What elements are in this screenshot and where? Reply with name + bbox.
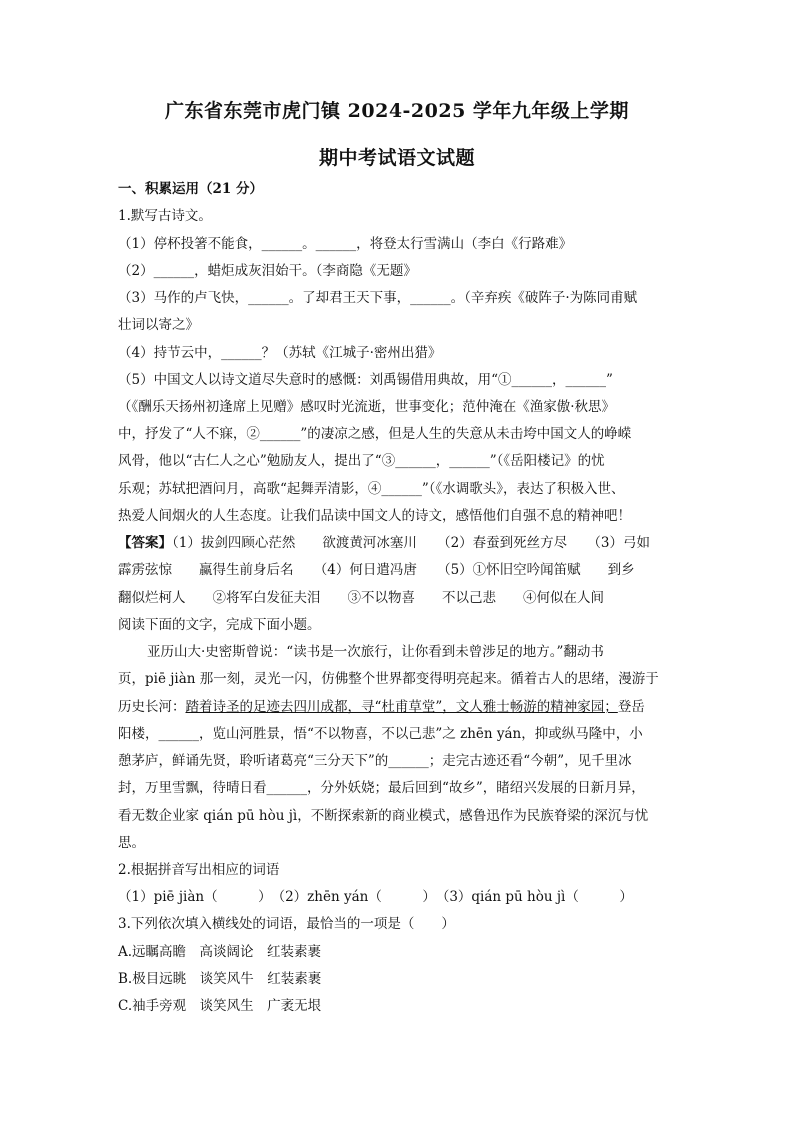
text-line: 思。 bbox=[118, 835, 145, 851]
text-line: 憩茅庐，鲜诵先贤，聆听诸葛亮“三分天下”的______；走完古迹还看“今朝”，见千里冰 bbox=[118, 753, 632, 769]
text-line: （1）停杯投箸不能食，______。______，将登太行雪满山（李白《行路难》 bbox=[118, 236, 573, 252]
answer-label: 【答案】 bbox=[118, 535, 172, 551]
text-line: 霹雳弦惊 赢得生前身后名 （4）何日遣冯唐 （5）①怀旧空吟闻笛赋 到乡 bbox=[118, 562, 635, 578]
text-line: C.袖手旁观 谈笑风生 广袤无垠 bbox=[118, 998, 322, 1014]
text-line: 中，抒发了“人不寐，②______”的凄凉之感，但是人生的失意从未击垮中国文人的峥嵘 bbox=[118, 426, 632, 442]
text-line: 风骨，他以“古仁人之心”勉励友人，提出了“③______，______”（《岳阳楼记》的忧 bbox=[118, 453, 605, 469]
text-line: （1）piē jiàn（ ） （2）zhēn yán（ ） （3）qián pū hòu jì（ ） bbox=[118, 889, 633, 905]
text-line: （5）中国文人以诗文道尽失意时的感慨：刘禹锡借用典故，用“①______，______” bbox=[118, 372, 613, 388]
text-line: 【答案】（1）拔剑四顾心茫然 欲渡黄河冰塞川 （2）春蚕到死丝方尽 （3）弓如 bbox=[118, 535, 651, 551]
text-line: （2）______，蜡炬成灰泪始干。（李商隐《无题》 bbox=[118, 263, 417, 279]
text-line: 阅读下面的文字，完成下面小题。 bbox=[118, 617, 321, 633]
underlined-sentence: 踏着诗圣的足迹去四川成都，寻“杜甫草堂”，文人雅士畅游的精神家园； bbox=[185, 699, 618, 715]
text-line: （《酬乐天扬州初逢席上见赠》感叹时光流逝，世事变化；范仲淹在《渔家傲·秋思》 bbox=[118, 399, 616, 415]
text-line: 2.根据拼音写出相应的词语 bbox=[118, 862, 280, 878]
text-line: 一、积累运用（21 分） bbox=[118, 181, 263, 197]
text-line: B.极目远眺 谈笑风牛 红装素裹 bbox=[118, 971, 322, 987]
text-line: （3）马作的卢飞快，______。了却君王天下事，______。（辛弃疾《破阵子·为陈同甫赋 bbox=[118, 290, 638, 306]
document-title: 广东省东莞市虎门镇 2024-2025 学年九年级上学期 bbox=[165, 100, 629, 122]
text-line: 封，万里雪飘，待晴日看______，分外妖娆；最后回到“故乡”，睹绍兴发展的日新月异， bbox=[118, 780, 645, 796]
text-line: 3.下列依次填入横线处的词语，最恰当的一项是（ ） bbox=[118, 916, 455, 932]
text-line: 历史长河：踏着诗圣的足迹去四川成都，寻“杜甫草堂”，文人雅士畅游的精神家园；登岳 bbox=[118, 699, 645, 715]
text-line: 1.默写古诗文。 bbox=[118, 208, 212, 224]
text-line: A.远瞩高瞻 高谈阔论 红装素裹 bbox=[118, 944, 322, 960]
text-line: 看无数企业家 qián pū hòu jì，不断探索新的商业模式，感鲁迅作为民族脊梁的深沉与忧 bbox=[118, 808, 649, 824]
document-subtitle: 期中考试语文试题 bbox=[318, 147, 475, 169]
text-line: 壮词以寄之》 bbox=[118, 317, 199, 333]
text-line: 热爱人间烟火的人生态度。让我们品读中国文人的诗文，感悟他们自强不息的精神吧！ bbox=[118, 508, 631, 524]
text-line: 阳楼，______，览山河胜景，悟“不以物喜，不以己悲”之 zhēn yán，抑或纵马隆中，小 bbox=[118, 726, 643, 742]
text-line: 页，piē jiàn 那一刻，灵光一闪，仿佛整个世界都变得明亮起来。循着古人的思绪，漫游于 bbox=[118, 671, 659, 687]
text-line: 翻似烂柯人 ②将军白发征夫泪 ③不以物喜 不以己悲 ④何似在人间 bbox=[118, 590, 604, 606]
text-line: （4）持节云中，______？（苏轼《江城子·密州出猎》 bbox=[118, 345, 442, 361]
text-line: 亚历山大·史密斯曾说：“读书是一次旅行，让你看到未曾涉足的地方。”翻动书 bbox=[147, 644, 604, 660]
text-line: 乐观；苏轼把酒问月，高歌“起舞弄清影，④______”（《水调歌头》，表达了积极入世、 bbox=[118, 481, 625, 497]
